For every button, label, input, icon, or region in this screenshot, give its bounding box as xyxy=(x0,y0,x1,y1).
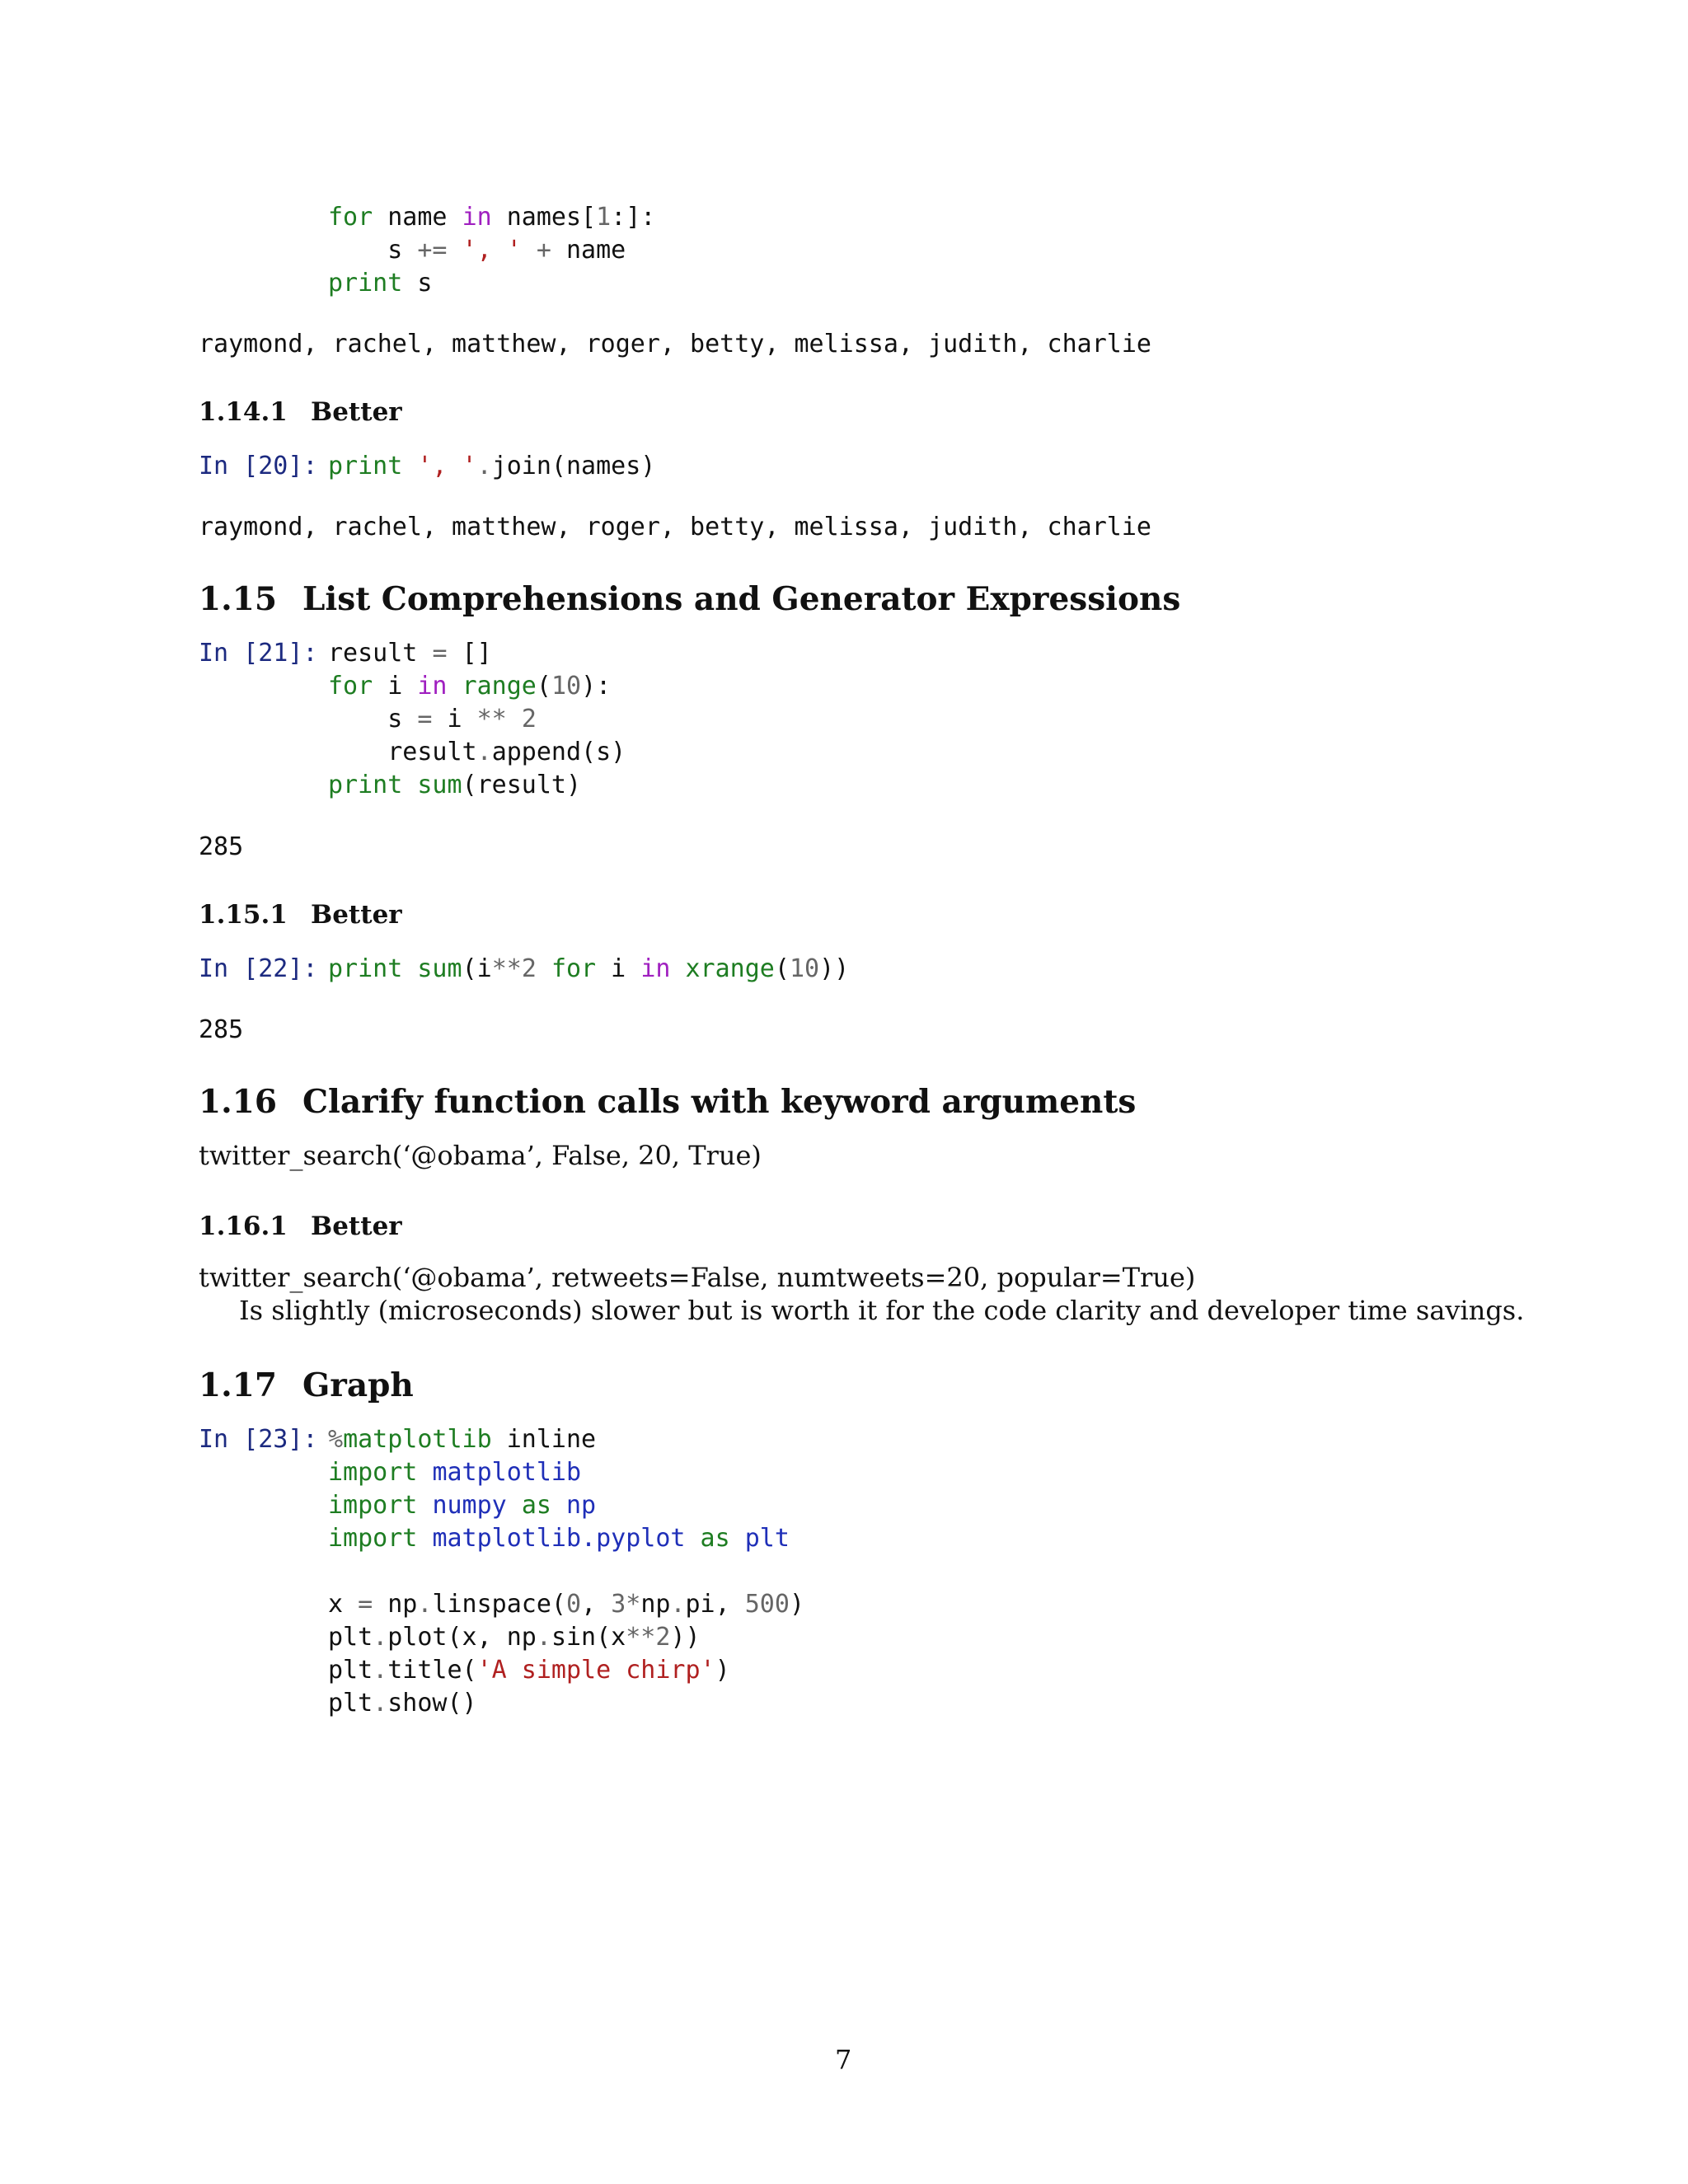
code-token xyxy=(730,1524,745,1553)
code-token: show() xyxy=(387,1689,477,1718)
code-token: print xyxy=(328,452,403,480)
code-token xyxy=(507,705,522,733)
input-prompt-21: In [21]: xyxy=(199,639,318,668)
code-token: 'A simple chirp' xyxy=(476,1656,715,1685)
code-token: i xyxy=(596,954,641,983)
code-token: name xyxy=(373,203,462,232)
code-token: print xyxy=(328,269,403,298)
code-token: 0 xyxy=(566,1590,582,1619)
code-token: matplotlib xyxy=(432,1458,582,1487)
code-token: name xyxy=(551,236,626,265)
code-line xyxy=(328,1456,804,1489)
code-token: ** xyxy=(476,705,507,733)
output-sum-285-b: 285 xyxy=(199,1015,244,1044)
code-token: plot(x, np xyxy=(387,1623,537,1652)
code-token: + xyxy=(536,236,551,265)
code-line xyxy=(328,1654,804,1687)
code-token: 10 xyxy=(551,672,582,701)
code-token: sin(x xyxy=(551,1623,626,1652)
code-token: matplotlib xyxy=(343,1425,492,1454)
code-token: ( xyxy=(536,672,551,701)
code-token: 2 xyxy=(655,1623,671,1652)
code-token: result xyxy=(328,639,433,668)
code-token: sum xyxy=(417,954,462,983)
code-token xyxy=(402,452,417,480)
code-token: np xyxy=(566,1491,597,1520)
code-token xyxy=(448,236,462,265)
code-token xyxy=(417,1491,432,1520)
code-line xyxy=(328,703,626,736)
code-token: 500 xyxy=(744,1590,790,1619)
code-token: join(names) xyxy=(491,452,656,480)
code-token: . xyxy=(536,1623,551,1652)
code-token: plt xyxy=(328,1689,373,1718)
output-names-join: raymond, rachel, matthew, roger, betty, melissa, judith, charlie xyxy=(199,513,1151,541)
paragraph-note: Is slightly (microseconds) slower but is worth it for the code clarity and developer time savings. xyxy=(239,1295,1525,1326)
code-token: i xyxy=(432,705,477,733)
code-block-graph xyxy=(328,1423,804,1720)
input-prompt-20: In [20]: xyxy=(199,452,318,480)
code-token xyxy=(551,1491,566,1520)
section-heading-1-16: 1.16 Clarify function calls with keyword arguments xyxy=(199,1083,1137,1121)
code-token: 10 xyxy=(789,954,820,983)
code-token: pi, xyxy=(685,1590,745,1619)
code-token: (i xyxy=(462,954,492,983)
output-names-loop: raymond, rachel, matthew, roger, betty, melissa, judith, charlie xyxy=(199,330,1151,359)
code-token: as xyxy=(521,1491,551,1520)
code-token: numpy xyxy=(432,1491,507,1520)
paragraph-twitter-positional: twitter_search(‘@obama’, False, 20, True) xyxy=(199,1140,762,1171)
code-token: matplotlib.pyplot xyxy=(432,1524,686,1553)
code-line xyxy=(328,201,655,234)
code-token: ( xyxy=(774,954,790,983)
code-token: np xyxy=(373,1590,418,1619)
code-token: . xyxy=(417,1590,433,1619)
code-token: . xyxy=(373,1689,388,1718)
code-token: append(s) xyxy=(491,738,626,766)
input-prompt-23: In [23]: xyxy=(199,1425,318,1454)
code-token: inline xyxy=(491,1425,597,1454)
code-line xyxy=(328,1621,804,1654)
code-token: range xyxy=(462,672,537,701)
code-line xyxy=(328,1522,804,1555)
subsection-heading-1-16-1: 1.16.1 Better xyxy=(199,1212,402,1241)
code-line xyxy=(328,267,655,300)
code-token: += xyxy=(417,236,448,265)
code-token: i xyxy=(373,672,418,701)
input-prompt-22: In [22]: xyxy=(199,954,318,983)
code-token: ', ' xyxy=(417,452,477,480)
code-token: import xyxy=(328,1524,418,1553)
code-token xyxy=(417,1458,432,1487)
code-token: title( xyxy=(387,1656,477,1685)
code-token: s xyxy=(402,269,433,298)
code-token: sum xyxy=(417,771,462,799)
code-token: linspace( xyxy=(432,1590,566,1619)
code-token: in xyxy=(640,954,671,983)
code-token: ) xyxy=(789,1590,804,1619)
code-token: :]: xyxy=(611,203,656,232)
code-token: plt xyxy=(328,1656,373,1685)
code-token: as xyxy=(700,1524,730,1553)
code-token: * xyxy=(626,1590,641,1619)
code-token: 2 xyxy=(521,705,537,733)
code-token: s xyxy=(328,705,418,733)
code-token: plt xyxy=(328,1623,373,1652)
code-line xyxy=(328,736,626,769)
code-token: ', ' xyxy=(462,236,522,265)
output-sum-285-a: 285 xyxy=(199,832,244,861)
code-token xyxy=(448,672,462,701)
code-token: print xyxy=(328,954,403,983)
code-token: (result) xyxy=(462,771,582,799)
subsection-heading-1-14-1: 1.14.1 Better xyxy=(199,397,402,427)
code-token: x xyxy=(328,1590,359,1619)
code-token xyxy=(685,1524,700,1553)
code-block-generator xyxy=(328,953,849,986)
code-token: 2 xyxy=(521,954,537,983)
code-token: xrange xyxy=(685,954,775,983)
section-heading-1-17: 1.17 Graph xyxy=(199,1366,414,1404)
code-token: . xyxy=(373,1656,388,1685)
paragraph-twitter-keywords: twitter_search(‘@obama’, retweets=False, numtweets=20, popular=True) xyxy=(199,1262,1196,1293)
code-token: % xyxy=(328,1425,344,1454)
code-token: )) xyxy=(670,1623,701,1652)
code-token: = xyxy=(358,1590,373,1619)
code-token xyxy=(507,1491,522,1520)
code-line xyxy=(328,1489,804,1522)
code-block-list-loop xyxy=(328,637,626,802)
code-token: ** xyxy=(491,954,522,983)
code-token: ) xyxy=(715,1656,730,1685)
code-token: . xyxy=(373,1623,388,1652)
code-line xyxy=(328,769,626,802)
code-token: in xyxy=(417,672,448,701)
code-token: import xyxy=(328,1491,418,1520)
code-token: . xyxy=(476,452,492,480)
code-token xyxy=(670,954,685,983)
code-token: names[ xyxy=(491,203,597,232)
code-token: np xyxy=(640,1590,671,1619)
code-token: for xyxy=(328,203,373,232)
code-token: print xyxy=(328,771,403,799)
code-token: = xyxy=(432,639,448,668)
code-token: ** xyxy=(626,1623,656,1652)
code-token: = xyxy=(417,705,433,733)
code-line xyxy=(328,1423,804,1456)
code-token xyxy=(522,236,537,265)
code-line xyxy=(328,450,655,483)
code-token: for xyxy=(328,672,373,701)
code-token: for xyxy=(551,954,597,983)
code-token: , xyxy=(581,1590,612,1619)
code-line xyxy=(328,1555,804,1588)
page-number: 7 xyxy=(835,2044,852,2075)
subsection-heading-1-15-1: 1.15.1 Better xyxy=(199,900,402,930)
code-token: 3 xyxy=(611,1590,626,1619)
code-line xyxy=(328,670,626,703)
code-line xyxy=(328,234,655,267)
code-token xyxy=(417,1524,432,1553)
code-line xyxy=(328,1687,804,1720)
code-token xyxy=(402,954,417,983)
code-line xyxy=(328,1588,804,1621)
code-token: 1 xyxy=(596,203,612,232)
section-heading-1-15: 1.15 List Comprehensions and Generator Expressions xyxy=(199,580,1181,618)
code-token: . xyxy=(670,1590,686,1619)
code-block-loop xyxy=(328,201,655,300)
code-token: )) xyxy=(819,954,850,983)
code-token: import xyxy=(328,1458,418,1487)
code-token xyxy=(537,954,551,983)
code-line xyxy=(328,953,849,986)
code-token: in xyxy=(462,203,492,232)
code-line xyxy=(328,637,626,670)
code-token: s xyxy=(328,236,418,265)
code-token: . xyxy=(476,738,492,766)
code-token: result xyxy=(328,738,477,766)
code-token xyxy=(402,771,417,799)
code-token: plt xyxy=(744,1524,790,1553)
code-token: ): xyxy=(581,672,612,701)
code-block-join xyxy=(328,450,655,483)
code-token: [] xyxy=(447,639,492,668)
